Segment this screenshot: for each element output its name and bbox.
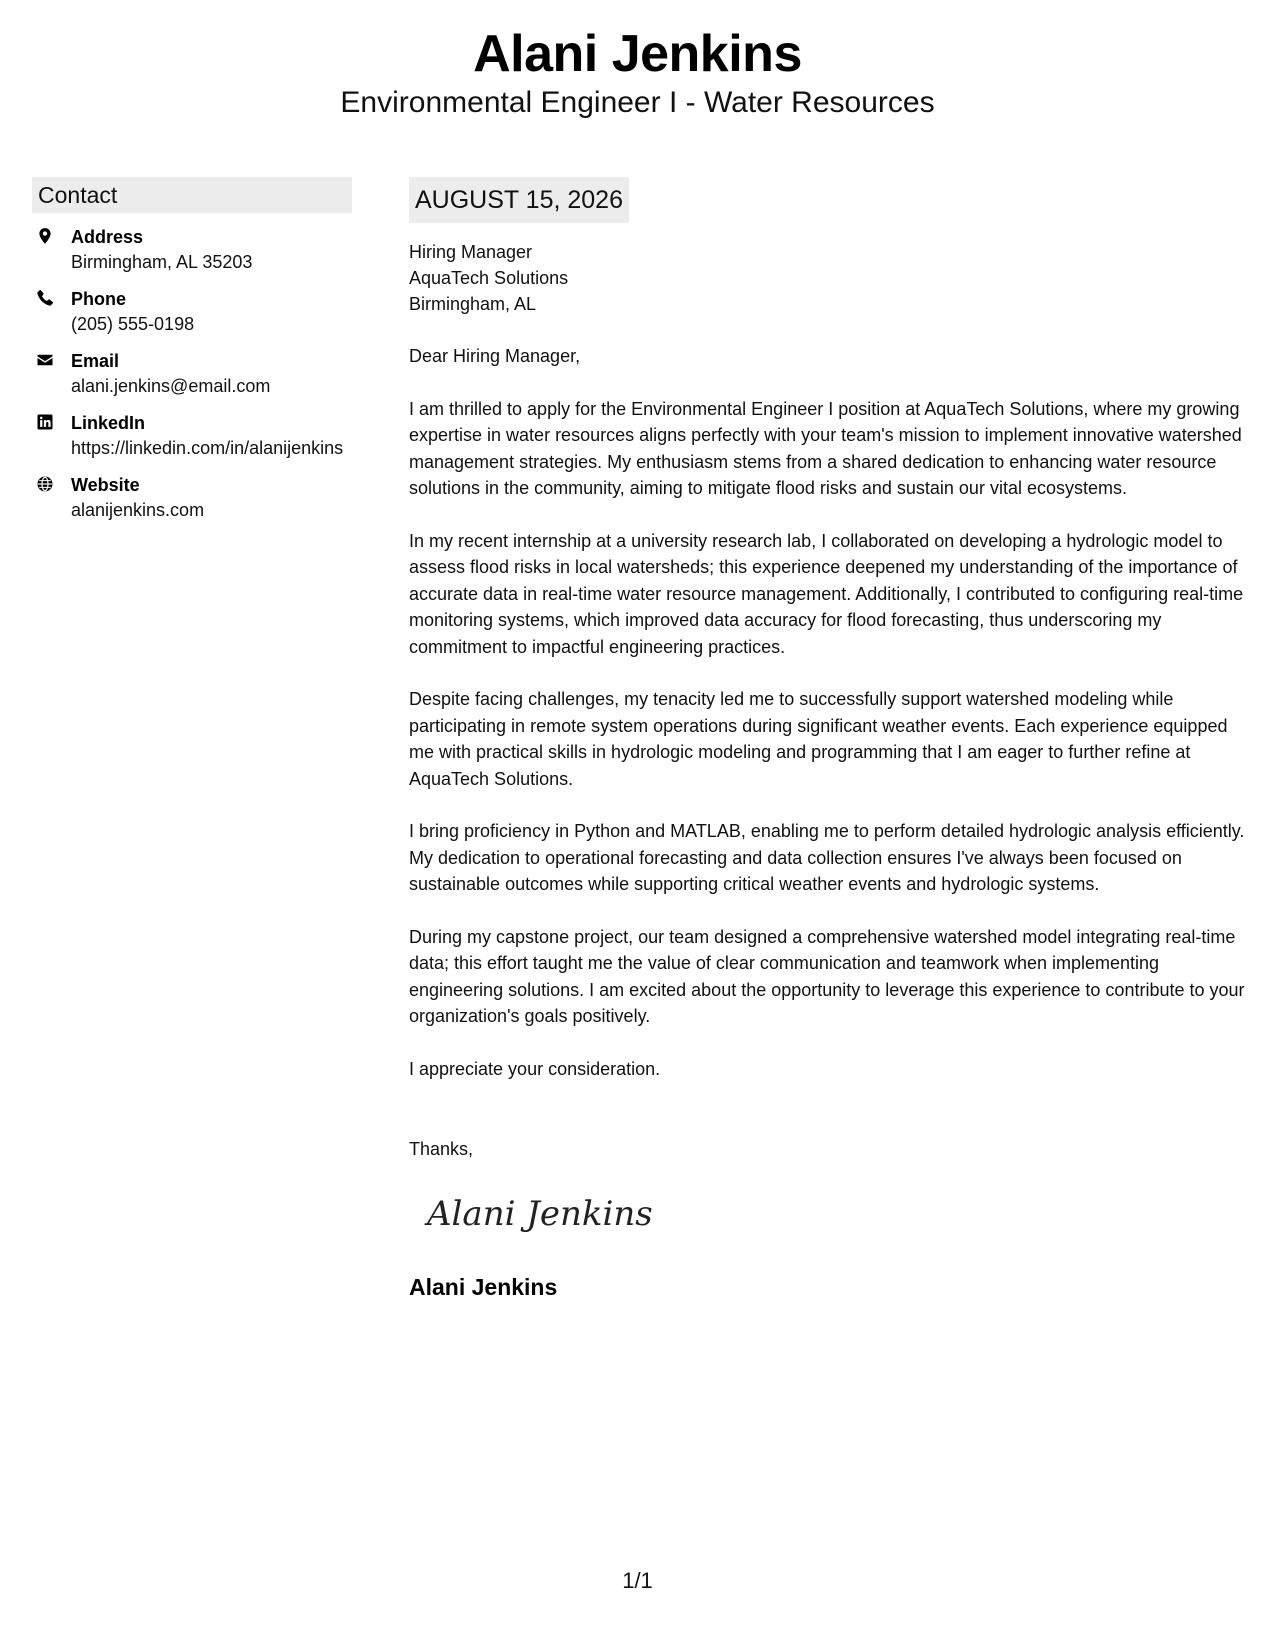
recipient-name: Hiring Manager bbox=[409, 242, 533, 262]
envelope-icon bbox=[36, 351, 54, 369]
phone-icon bbox=[36, 289, 54, 307]
body-paragraph: I am thrilled to apply for the Environmental Engineer I position at AquaTech Solutions, where my growing expertise in water resources aligns perfectly with your team's mission to implement innovative watershed management strategies. My enthusiasm stems from a shared dedication to enhancing water resource solutions in the community, aiming to mitigate flood risks and sustain our vital ecosystems. bbox=[409, 398, 1242, 498]
page-number: 1/1 bbox=[622, 1568, 653, 1593]
globe-icon bbox=[36, 475, 54, 493]
contact-phone bbox=[32, 287, 352, 337]
body-paragraph: Despite facing challenges, my tenacity led me to successfully support watershed modeling while participating in remote system operations during significant weather events. Each experience equipped me with practical skills in hydrologic modeling and programming that I am eager to further refine at AquaTech Solutions. bbox=[409, 689, 1228, 789]
website-label: Website bbox=[71, 475, 140, 495]
salutation: Dear Hiring Manager, bbox=[409, 346, 581, 366]
contact-website bbox=[32, 473, 352, 523]
signature-text: Alani Jenkins bbox=[427, 1193, 653, 1234]
signoff: Thanks, bbox=[409, 1139, 474, 1159]
body-paragraph: During my capstone project, our team designed a comprehensive watershed model integrating real-time data; this effort taught me the value of clear communication and teamwork when implementing engineering solutions. I am excited about the opportunity to leverage this experience to contribute to your organization's goals positively. bbox=[409, 926, 1245, 1026]
phone-label: Phone bbox=[71, 289, 127, 309]
map-pin-icon bbox=[36, 227, 54, 245]
contact-address bbox=[32, 225, 352, 275]
letter-header bbox=[0, 22, 1275, 122]
applicant-name: Alani Jenkins bbox=[473, 25, 802, 83]
linkedin-value: https://linkedin.com/in/alanijenkins bbox=[71, 438, 344, 458]
closing-note: I appreciate your consideration. bbox=[409, 1058, 661, 1079]
job-title: Environmental Engineer I - Water Resources bbox=[340, 86, 935, 119]
contact-heading: Contact bbox=[32, 177, 352, 213]
letter-date: AUGUST 15, 2026 bbox=[409, 177, 629, 223]
contact-email bbox=[32, 349, 352, 399]
address-value: Birmingham, AL 35203 bbox=[71, 252, 253, 272]
signer-name: Alani Jenkins bbox=[409, 1274, 558, 1300]
website-value: alanijenkins.com bbox=[71, 500, 205, 520]
email-value: alani.jenkins@email.com bbox=[71, 376, 271, 396]
contact-sidebar bbox=[32, 177, 352, 523]
linkedin-icon bbox=[36, 413, 54, 431]
phone-value: (205) 555-0198 bbox=[71, 314, 195, 334]
letter-body bbox=[409, 177, 1249, 1302]
body-paragraph: In my recent internship at a university research lab, I collaborated on developing a hydrologic model to assess flood risks in local watersheds; this experience deepened my understanding of the importance of accurate data in real-time water resource management. Additionally, I contributed to configuring real-time monitoring systems, which improved data accuracy for flood forecasting, thus underscoring my commitment to impactful engineering practices. bbox=[409, 530, 1244, 657]
recipient-location: Birmingham, AL bbox=[409, 294, 537, 314]
recipient-company: AquaTech Solutions bbox=[409, 268, 569, 288]
contact-linkedin bbox=[32, 411, 352, 461]
address-label: Address bbox=[71, 227, 144, 247]
recipient-block bbox=[409, 239, 1249, 317]
email-label: Email bbox=[71, 351, 120, 371]
handwritten-signature bbox=[423, 1185, 663, 1245]
linkedin-label: LinkedIn bbox=[71, 413, 146, 433]
body-paragraph: I bring proficiency in Python and MATLAB, enabling me to perform detailed hydrologic analysis efficiently. My dedication to operational forecasting and data collection ensures I've always been focused on sustainable outcomes while supporting critical weather events and hydrologic systems. bbox=[409, 821, 1245, 894]
